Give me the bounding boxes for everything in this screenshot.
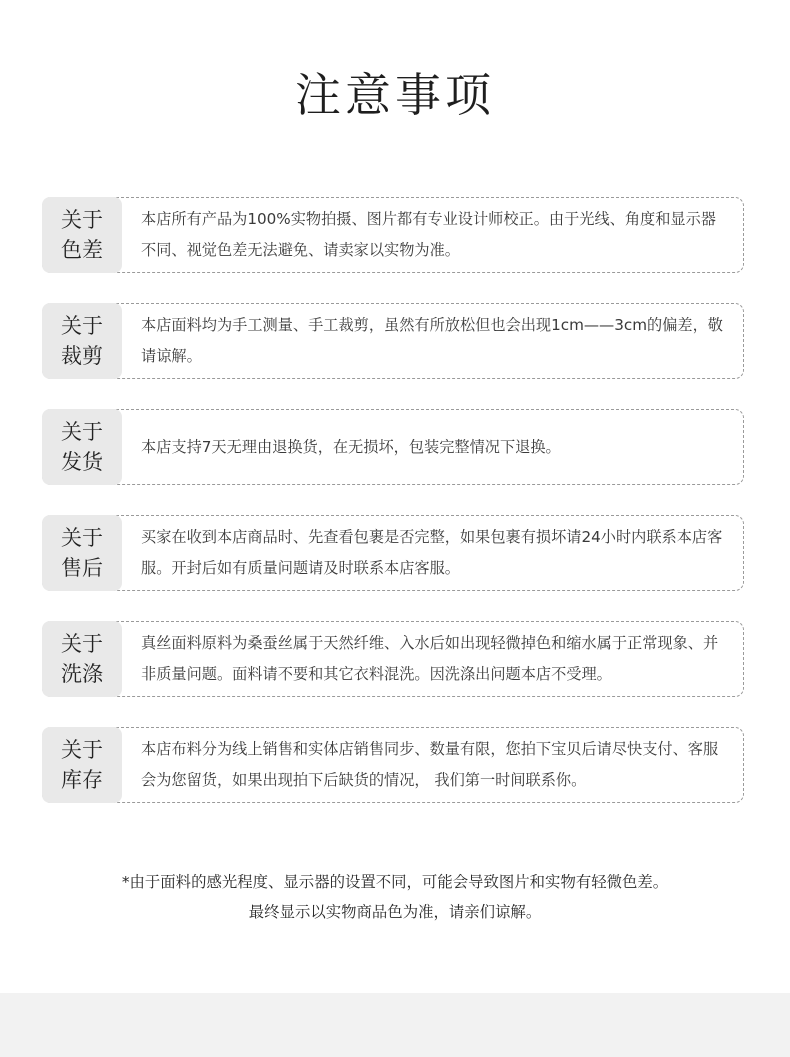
notice-tag xyxy=(42,727,122,803)
footer-note xyxy=(0,867,790,927)
notice-text xyxy=(141,622,729,696)
notice-tag-line1: 关于 xyxy=(61,632,103,656)
notice-card-washing xyxy=(42,621,744,697)
notice-text-body: 本店所有产品为100%实物拍摄、图片都有专业设计师校正。由于光线、角度和显示器不同、视觉色差无法避免、请卖家以实物为准。 xyxy=(141,210,716,259)
notice-text xyxy=(141,728,729,802)
notice-card-color-difference xyxy=(42,197,744,273)
notice-tag xyxy=(42,409,122,485)
notice-tag xyxy=(42,621,122,697)
notice-text xyxy=(141,198,729,272)
bottom-band xyxy=(0,993,790,1057)
notice-text-body: 本店面料均为手工测量、手工裁剪，虽然有所放松但也会出现1cm——3cm的偏差，敬请谅解。 xyxy=(141,316,723,365)
notice-tag-line1: 关于 xyxy=(61,526,103,550)
notice-card-shipping xyxy=(42,409,744,485)
notice-tag-line2: 裁剪 xyxy=(61,344,103,368)
notice-text xyxy=(141,304,729,378)
notice-tag xyxy=(42,303,122,379)
notice-text xyxy=(141,516,729,590)
notice-tag xyxy=(42,515,122,591)
notice-card-cutting xyxy=(42,303,744,379)
notice-tag-line2: 色差 xyxy=(61,238,103,262)
notice-tag xyxy=(42,197,122,273)
notice-tag-line2: 库存 xyxy=(61,768,103,792)
footer-note-line1: *由于面料的感光程度、显示器的设置不同，可能会导致图片和实物有轻微色差。 xyxy=(121,873,669,891)
page-title: 注意事项 xyxy=(295,68,495,122)
notice-tag-line1: 关于 xyxy=(61,208,103,232)
notice-card-inventory xyxy=(42,727,744,803)
notice-text-body: 买家在收到本店商品时、先查看包裹是否完整，如果包裹有损坏请24小时内联系本店客服。开封后如有质量问题请及时联系本店客服。 xyxy=(141,528,723,577)
notice-tag-line2: 售后 xyxy=(61,556,103,580)
footer-note-line2: 最终显示以实物商品色为准，请亲们谅解。 xyxy=(248,903,542,921)
notice-text-body: 本店布料分为线上销售和实体店销售同步、数量有限，您拍下宝贝后请尽快支付、客服会为您留货，如果出现拍下后缺货的情况， 我们第一时间联系你。 xyxy=(141,740,719,789)
notice-card-after-sales xyxy=(42,515,744,591)
notice-text-body: 本店支持7天无理由退换货，在无损坏，包装完整情况下退换。 xyxy=(141,437,561,456)
notice-tag-line1: 关于 xyxy=(61,738,103,762)
notice-tag-line2: 洗涤 xyxy=(61,662,103,686)
notice-text xyxy=(141,410,729,484)
notice-tag-line2: 发货 xyxy=(61,450,103,474)
notice-tag-line1: 关于 xyxy=(61,420,103,444)
notice-text-body: 真丝面料原料为桑蚕丝属于天然纤维、入水后如出现轻微掉色和缩水属于正常现象、并非质量问题。面料请不要和其它衣料混洗。因洗涤出问题本店不受理。 xyxy=(141,634,719,683)
notice-tag-line1: 关于 xyxy=(61,314,103,338)
